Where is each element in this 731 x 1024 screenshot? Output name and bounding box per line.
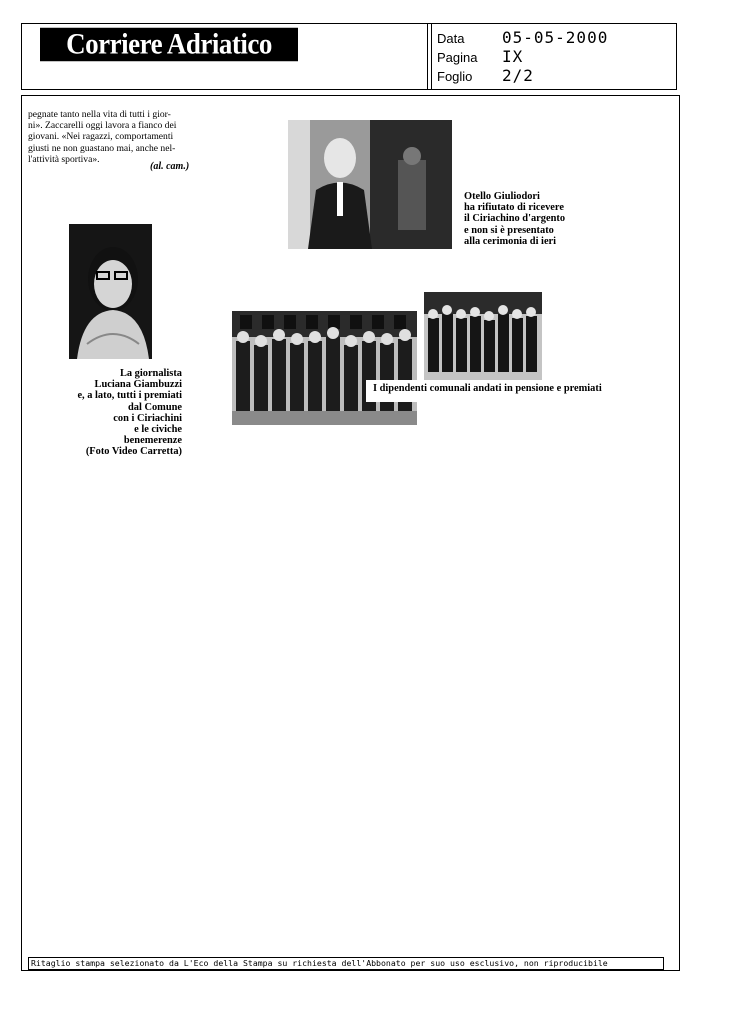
footer-notice: Ritaglio stampa selezionato da L'Eco della Stampa su richiesta dell'Abbonato per suo uso esclusivo, non riproducibile <box>28 957 664 970</box>
pagina-value: IX <box>502 47 524 66</box>
article-line: ni». Zaccarelli oggi lavora a fianco dei <box>28 120 177 132</box>
photo-giambuzzi-graphic <box>69 224 152 359</box>
photo-premiati-left-graphic <box>232 311 417 425</box>
caption-line: e, a lato, tutti i premiati <box>77 390 182 402</box>
caption-line: (Foto Video Carretta) <box>85 446 182 458</box>
caption-line: alla cerimonia di ieri <box>464 235 557 247</box>
caption-dipendenti: I dipendenti comunali andati in pensione e premiati <box>373 383 602 394</box>
caption-line: e non si è presentato <box>464 224 554 236</box>
article-signature: (al. cam.) <box>150 161 190 172</box>
caption-giuliodori <box>464 191 604 247</box>
caption-line: e le civiche <box>134 424 182 436</box>
caption-line: Otello Giuliodori <box>464 191 540 202</box>
data-label: Data <box>437 31 465 46</box>
header-divider-inner <box>431 23 432 90</box>
photo-premiati-right-graphic <box>424 292 542 380</box>
photo-giuliodori <box>288 120 452 249</box>
caption-line: Luciana Giambuzzi <box>94 379 182 391</box>
photo-premiati-left <box>232 311 417 425</box>
article-line: giusti ne non guastano mai, anche nel- <box>28 142 176 154</box>
foglio-value: 2/2 <box>502 66 534 85</box>
article-line: giovani. «Nei ragazzi, comportamenti <box>28 131 174 143</box>
photo-giuliodori-graphic <box>288 120 452 249</box>
caption-giambuzzi <box>40 368 182 458</box>
article-text <box>28 109 212 165</box>
photo-premiati-right <box>424 292 542 380</box>
caption-line: La giornalista <box>119 368 182 379</box>
caption-line: dal Comune <box>128 401 182 413</box>
foglio-label: Foglio <box>437 69 473 84</box>
article-line: l'attività sportiva». <box>28 153 100 165</box>
publication-masthead: Corriere Adriatico <box>40 28 298 61</box>
caption-line: il Ciriachino d'argento <box>464 213 566 225</box>
pagina-label: Pagina <box>437 50 478 65</box>
caption-line: ha rifiutato di ricevere <box>464 202 564 214</box>
article-line: pegnate tanto nella vita di tutti i gior- <box>28 109 171 120</box>
data-value: 05-05-2000 <box>502 28 609 47</box>
caption-line: benemerenze <box>123 435 182 447</box>
caption-line: con i Ciriachini <box>113 412 182 424</box>
header-divider <box>427 23 428 90</box>
photo-giambuzzi <box>69 224 152 359</box>
